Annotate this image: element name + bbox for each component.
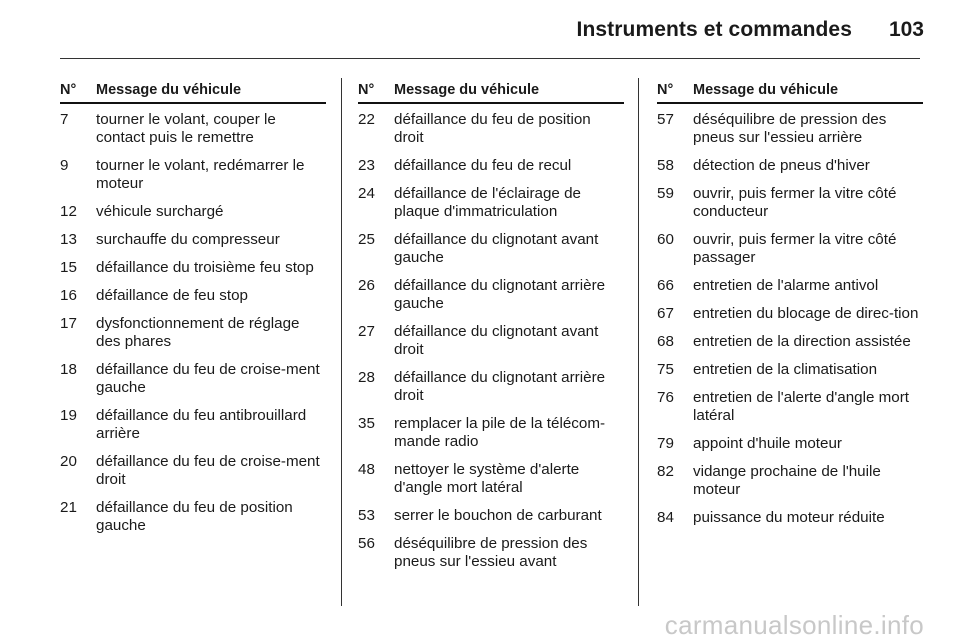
message-text: véhicule surchargé xyxy=(96,203,224,220)
table-row xyxy=(60,259,326,277)
message-text: détection de pneus d'hiver xyxy=(693,157,870,174)
message-number: 57 xyxy=(657,111,674,128)
message-number: 66 xyxy=(657,277,674,294)
message-number: 23 xyxy=(358,157,375,174)
page-number: 103 xyxy=(888,18,924,41)
table-row xyxy=(657,435,923,453)
message-text: défaillance du feu de croise-ment droit xyxy=(96,453,320,488)
table-row xyxy=(358,415,624,451)
message-text: défaillance du clignotant avant droit xyxy=(394,323,599,358)
table-row xyxy=(358,369,624,405)
message-text: défaillance du feu de position droit xyxy=(394,111,591,146)
table-row xyxy=(657,463,923,499)
table-row xyxy=(657,305,923,323)
table-body xyxy=(657,111,923,527)
message-number: 79 xyxy=(657,435,674,452)
message-table-column-3 xyxy=(657,78,923,537)
table-row xyxy=(60,315,326,351)
message-text: défaillance de feu stop xyxy=(96,287,248,304)
message-number: 82 xyxy=(657,463,674,480)
column-divider xyxy=(638,78,639,606)
watermark: carmanualsonline.info xyxy=(664,610,924,640)
table-row xyxy=(358,535,624,571)
message-number: 76 xyxy=(657,389,674,406)
message-text: défaillance du clignotant arrière gauche xyxy=(394,277,606,312)
table-row xyxy=(358,507,624,525)
message-text: entretien de la climatisation xyxy=(693,361,878,378)
message-number: 60 xyxy=(657,231,674,248)
message-text: dysfonctionnement de réglage des phares xyxy=(96,315,300,350)
table-row xyxy=(358,111,624,147)
table-row xyxy=(60,203,326,221)
message-text: entretien du blocage de direc-tion xyxy=(693,305,919,322)
message-number: 59 xyxy=(657,185,674,202)
message-text: vidange prochaine de l'huile moteur xyxy=(693,463,881,498)
message-number: 17 xyxy=(60,315,77,332)
header-message: Message du véhicule xyxy=(693,82,839,98)
message-text: tourner le volant, redémarrer le moteur xyxy=(96,157,305,192)
message-text: entretien de l'alerte d'angle mort latéral xyxy=(693,389,910,424)
table-header xyxy=(358,78,624,104)
table-row xyxy=(358,461,624,497)
table-body xyxy=(358,111,624,571)
table-row xyxy=(60,231,326,249)
message-table-column-2 xyxy=(358,78,624,581)
message-number: 26 xyxy=(358,277,375,294)
header-number: N° xyxy=(60,82,77,98)
header-divider xyxy=(60,58,920,59)
header-message: Message du véhicule xyxy=(394,82,540,98)
table-row xyxy=(657,389,923,425)
message-text: serrer le bouchon de carburant xyxy=(394,507,602,524)
message-text: défaillance du feu de recul xyxy=(394,157,572,174)
message-number: 15 xyxy=(60,259,77,276)
table-row xyxy=(657,157,923,175)
message-text: défaillance de l'éclairage de plaque d'immatriculation xyxy=(394,185,581,220)
header-number: N° xyxy=(657,82,674,98)
table-row xyxy=(657,277,923,295)
message-number: 75 xyxy=(657,361,674,378)
message-number: 35 xyxy=(358,415,375,432)
table-row xyxy=(657,185,923,221)
message-text: déséquilibre de pression des pneus sur l'essieu avant xyxy=(394,535,588,570)
table-header xyxy=(657,78,923,104)
message-text: défaillance du feu de croise-ment gauche xyxy=(96,361,320,396)
message-text: défaillance du clignotant avant gauche xyxy=(394,231,599,266)
table-row xyxy=(358,231,624,267)
message-number: 19 xyxy=(60,407,77,424)
message-text: remplacer la pile de la télécom-mande radio xyxy=(394,415,606,450)
message-number: 12 xyxy=(60,203,77,220)
table-row xyxy=(657,509,923,527)
message-text: défaillance du feu de position gauche xyxy=(96,499,293,534)
table-row xyxy=(60,499,326,535)
table-row xyxy=(60,407,326,443)
table-row xyxy=(358,157,624,175)
message-number: 28 xyxy=(358,369,375,386)
table-row xyxy=(60,287,326,305)
message-number: 7 xyxy=(60,111,69,128)
table-row xyxy=(358,185,624,221)
table-row xyxy=(60,361,326,397)
message-number: 84 xyxy=(657,509,674,526)
message-number: 21 xyxy=(60,499,77,516)
message-table-column-1 xyxy=(60,78,326,545)
message-text: défaillance du feu antibrouillard arrière xyxy=(96,407,307,442)
message-number: 53 xyxy=(358,507,375,524)
table-row xyxy=(358,323,624,359)
message-number: 67 xyxy=(657,305,674,322)
message-number: 18 xyxy=(60,361,77,378)
message-text: défaillance du troisième feu stop xyxy=(96,259,314,276)
table-header xyxy=(60,78,326,104)
message-number: 25 xyxy=(358,231,375,248)
message-number: 22 xyxy=(358,111,375,128)
message-number: 27 xyxy=(358,323,375,340)
message-number: 24 xyxy=(358,185,375,202)
message-text: entretien de l'alarme antivol xyxy=(693,277,879,294)
message-text: appoint d'huile moteur xyxy=(693,435,842,452)
message-text: entretien de la direction assistée xyxy=(693,333,911,350)
page-title: Instruments et commandes xyxy=(576,18,852,41)
table-row xyxy=(60,111,326,147)
message-number: 9 xyxy=(60,157,69,174)
table-row xyxy=(657,333,923,351)
message-number: 13 xyxy=(60,231,77,248)
message-number: 20 xyxy=(60,453,77,470)
message-text: déséquilibre de pression des pneus sur l'essieu arrière xyxy=(693,111,887,146)
message-number: 48 xyxy=(358,461,375,478)
table-row xyxy=(60,453,326,489)
column-divider xyxy=(341,78,342,606)
table-row xyxy=(60,157,326,193)
message-text: ouvrir, puis fermer la vitre côté passager xyxy=(693,231,897,266)
table-row xyxy=(657,231,923,267)
table-row xyxy=(657,361,923,379)
page-header xyxy=(0,0,960,60)
header-message: Message du véhicule xyxy=(96,82,242,98)
message-number: 56 xyxy=(358,535,375,552)
message-number: 58 xyxy=(657,157,674,174)
message-number: 68 xyxy=(657,333,674,350)
message-text: défaillance du clignotant arrière droit xyxy=(394,369,606,404)
header-number: N° xyxy=(358,82,375,98)
message-text: puissance du moteur réduite xyxy=(693,509,885,526)
table-body xyxy=(60,111,326,535)
table-row xyxy=(358,277,624,313)
message-text: surchauffe du compresseur xyxy=(96,231,280,248)
message-text: tourner le volant, couper le contact puis le remettre xyxy=(96,111,276,146)
table-row xyxy=(657,111,923,147)
message-text: ouvrir, puis fermer la vitre côté conducteur xyxy=(693,185,897,220)
message-text: nettoyer le système d'alerte d'angle mort latéral xyxy=(394,461,580,496)
message-number: 16 xyxy=(60,287,77,304)
